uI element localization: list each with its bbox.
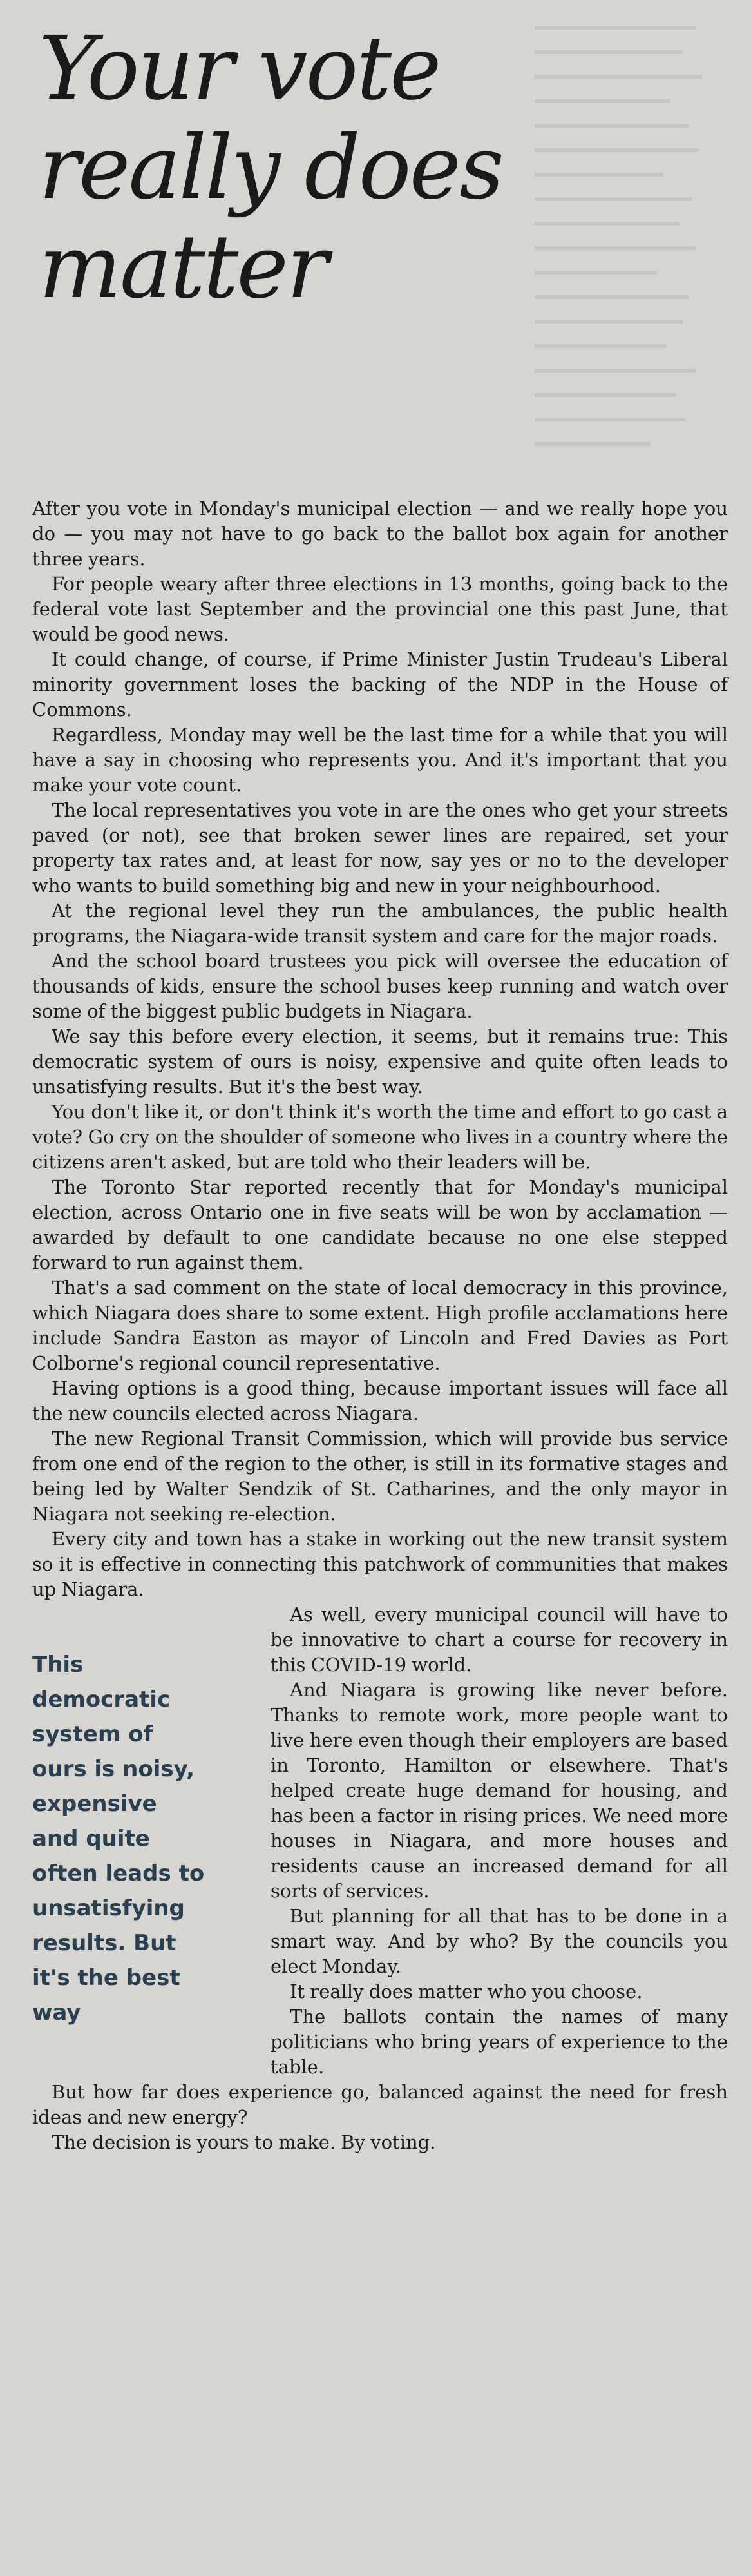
pull-quote-line: expensive [32, 1791, 157, 1817]
article-paragraph: But planning for all that has to be done in a smart way. And by who? By the councils you elect Monday. [271, 1905, 728, 1977]
pull-quote-line: This [32, 1652, 84, 1678]
pull-quote-line: way [32, 2000, 81, 2026]
pull-quote [32, 1647, 225, 2030]
pull-quote-line: and quite [32, 1826, 150, 1852]
headline [39, 19, 631, 317]
article-paragraph: The new Regional Transit Commission, which will provide bus service from one end of the region to the other, is still in its formative stages and being led by Walter Sendzik of St. Catharines, and the only mayor in Niagara not seeking re-election. [32, 1428, 728, 1525]
article-paragraph: And the school board trustees you pick will oversee the education of thousands of kids, ensure the school buses keep running and watch over some of the biggest public budgets in Niagara. [32, 950, 728, 1022]
article-paragraph: After you vote in Monday's municipal election — and we really hope you do — you may not have to go back to the ballot box again for another three years. [32, 498, 728, 570]
pull-quote-line: often leads to [32, 1861, 205, 1886]
article-paragraph: Regardless, Monday may well be the last time for a while that you will have a say in choosing who represents you. And it's important that you make your vote count. [32, 724, 728, 796]
article-paragraph: It could change, of course, if Prime Minister Justin Trudeau's Liberal minority government loses the backing of the NDP in the House of Commons. [32, 648, 728, 721]
article-paragraph: For people weary after three elections in 13 months, going back to the federal vote last September and the provincial one this past June, that would be good news. [32, 573, 728, 645]
pull-quote-line: democratic [32, 1687, 171, 1712]
article-paragraph: At the regional level they run the ambulances, the public health programs, the Niagara-wide transit system and care for the major roads. [32, 900, 728, 947]
headline-line: really does [39, 117, 502, 219]
article-paragraph: You don't like it, or don't think it's worth the time and effort to go cast a vote? Go cry on the shoulder of someone who lives in a country where the citizens aren't asked, but are told who their leaders will be. [32, 1101, 728, 1173]
pull-quote-line: system of [32, 1721, 153, 1747]
article-paragraph: Every city and town has a stake in working out the new transit system so it is effective in connecting this patchwork of communities that makes up Niagara. [32, 1528, 728, 1600]
article-paragraph: The local representatives you vote in are the ones who get your streets paved (or not), see that broken sewer lines are repaired, set your property tax rates and, at least for now, say yes or no to the developer who wants to build something big and new in your neighbourhood. [32, 799, 728, 896]
article-paragraph: The ballots contain the names of many politicians who bring years of experience to the table. [271, 2006, 728, 2078]
article-paragraph: As well, every municipal council will have to be innovative to chart a course for recovery in this COVID-19 world. [271, 1603, 728, 1676]
pull-quote-line: ours is noisy, [32, 1756, 195, 1782]
article-paragraph: Having options is a good thing, because important issues will face all the new councils elected across Niagara. [32, 1377, 728, 1424]
article-paragraph: We say this before every election, it seems, but it remains true: This democratic system of ours is noisy, expensive and quite often leads to unsatisfying results. But it's the best way. [32, 1025, 728, 1098]
headline-line: matter [39, 217, 327, 318]
pull-quote-line: results. But [32, 1930, 176, 1956]
pull-quote-line: it's the best [32, 1965, 180, 1991]
pull-quote-line: unsatisfying [32, 1895, 185, 1921]
headline-line: Your vote [39, 18, 440, 120]
article-paragraph: But how far does experience go, balanced against the need for fresh ideas and new energy? [32, 2081, 728, 2128]
article-paragraph: The decision is yours to make. By voting. [52, 2131, 436, 2153]
article-paragraph: It really does matter who you choose. [290, 1980, 643, 2002]
article-paragraph: The Toronto Star reported recently that for Monday's municipal election, across Ontario one in five seats will be won by acclamation — awarded by default to one candidate because no one else stepped forward to run against them. [32, 1176, 728, 1273]
article-paragraph: That's a sad comment on the state of local democracy in this province, which Niagara does share to some extent. High profile acclamations here include Sandra Easton as mayor of Lincoln and Fred Davies as Port Colborne's regional council representative. [32, 1277, 728, 1374]
article-paragraph: And Niagara is growing like never before. Thanks to remote work, more people want to live here even though their employers are based in Toronto, Hamilton or elsewhere. That's helped create huge demand for housing, and has been a factor in rising prices. We need more houses in Niagara, and more houses and residents cause an increased demand for all sorts of services. [271, 1679, 728, 1902]
article-body [32, 496, 728, 2155]
